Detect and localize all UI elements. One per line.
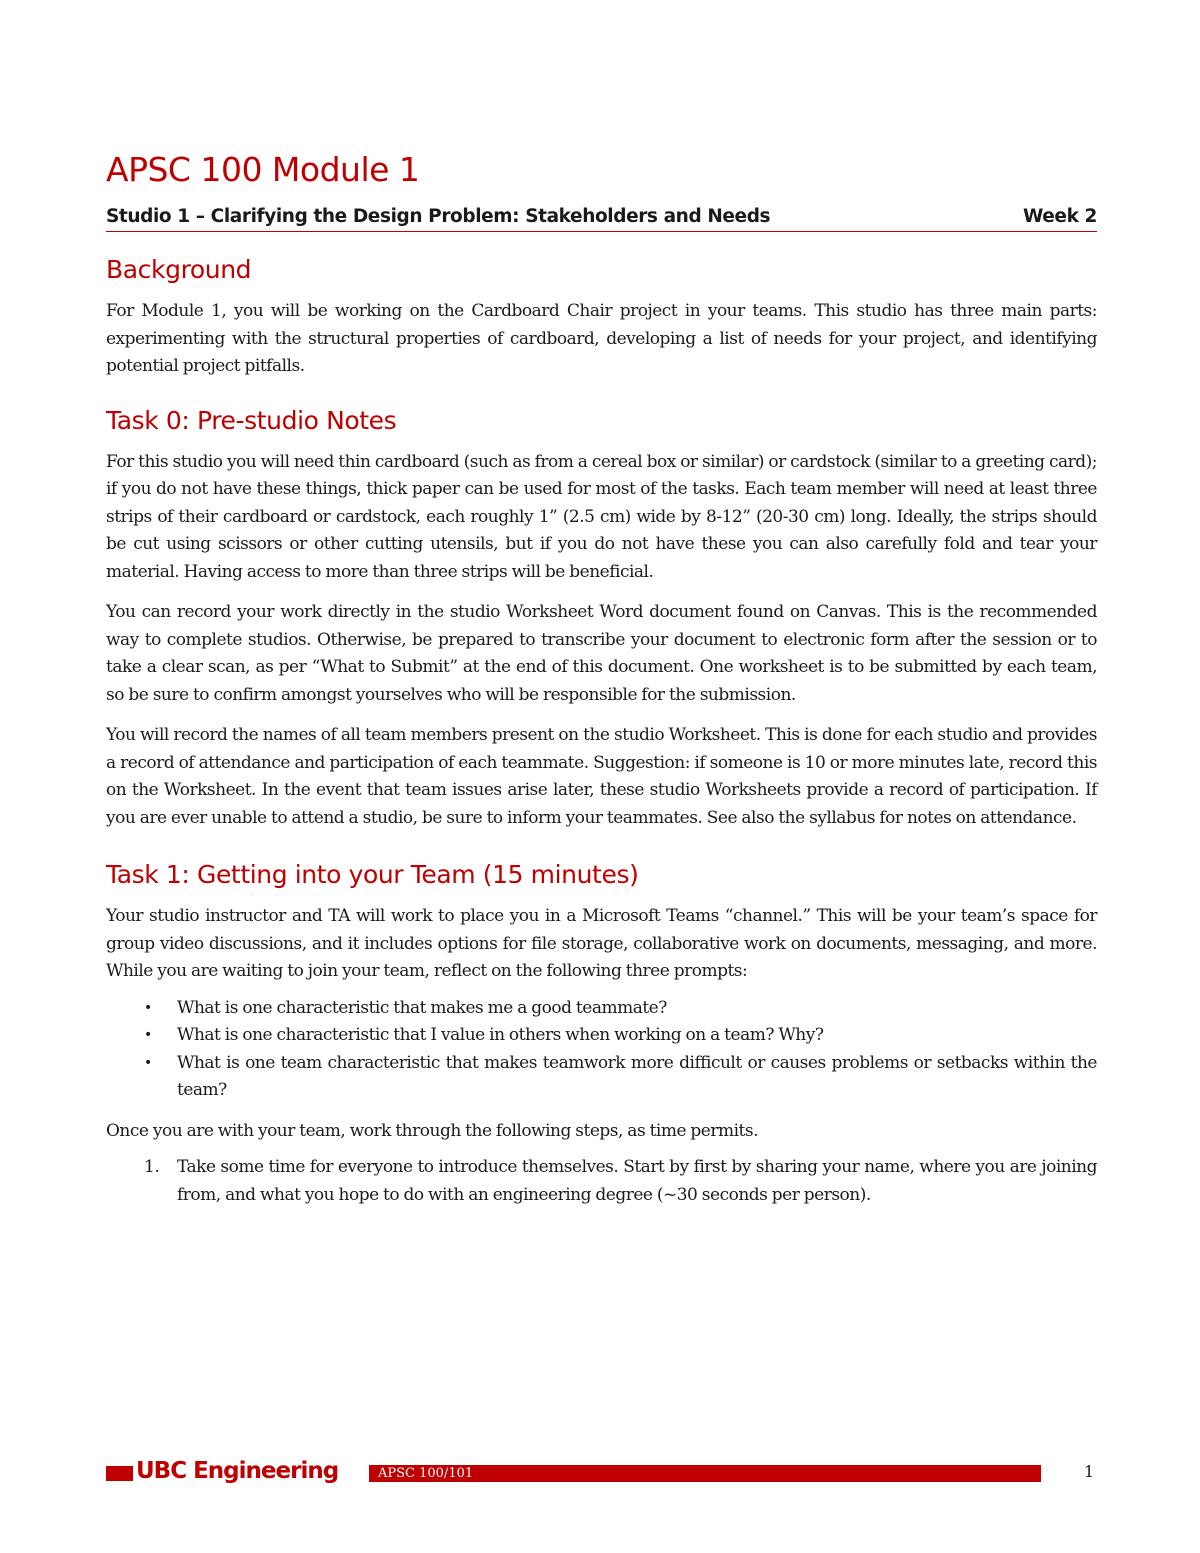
list-item [106, 1022, 1097, 1050]
list-item [106, 1050, 1097, 1105]
list-item-text: What is one characteristic that makes me a good teammate? [177, 997, 667, 1018]
page-number: 1 [1084, 1462, 1095, 1481]
bullet-icon: • [144, 1054, 152, 1071]
task0-paragraph-3: You will record the names of all team members present on the studio Worksheet. This is done for each studio and provides a record of attendance and participation of each teammate. Suggestion: if someone is 10 or more minutes late, record this on the Worksheet. In the event that team issues arise later, these studio Worksheets provide a record of participation. If you are ever unable to attend a studio, be sure to inform your teammates. See also the syllabus for notes on attendance. [106, 725, 1097, 828]
bullet-icon: • [144, 1027, 152, 1043]
list-item-text: What is one team characteristic that makes teamwork more difficult or causes problems or setbacks within the team? [177, 1052, 1097, 1100]
task1-intro: Your studio instructor and TA will work to place you in a Microsoft Teams “channel.” This will be your team’s space for group video discussions, and it includes options for file storage, collaborative work on documents, messaging, and more. While you are waiting to join your team, reflect on the following three prompts: [106, 906, 1097, 981]
step-text: Take some time for everyone to introduce themselves. Start by first by sharing your name, where you are joining from, and what you hope to do with an engineering degree (~30 seconds per person). [177, 1157, 1097, 1205]
reflection-prompts-list [106, 995, 1097, 1105]
task0-paragraph-2: You can record your work directly in the studio Worksheet Word document found on Canvas. This is the recommended way to complete studios. Otherwise, be prepared to transcribe your document to electronic form after the session or to take a clear scan, as per “What to Submit” at the end of this document. One worksheet is to be submitted by each team, so be sure to confirm amongst yourselves who will be responsible for the submission. [106, 602, 1097, 705]
document-subheader [106, 206, 1097, 232]
task1-heading: Task 1: Getting into your Team (15 minutes) [106, 860, 639, 889]
step-number: 1. [144, 1157, 160, 1177]
week-label: Week 2 [1022, 206, 1097, 227]
footer-course-label: APSC 100/101 [378, 1466, 474, 1481]
footer-accent-block [106, 1466, 133, 1481]
list-item [106, 995, 1097, 1023]
task0-heading: Task 0: Pre-studio Notes [106, 405, 397, 435]
background-heading: Background [106, 255, 252, 284]
task1-after-bullets: Once you are with your team, work through the following steps, as time permits. [106, 1120, 759, 1141]
page-footer [106, 1458, 1097, 1484]
document-title: APSC 100 Module 1 [106, 150, 420, 189]
page-content [106, 150, 1097, 1209]
bullet-icon: • [144, 999, 152, 1016]
studio-subtitle: Studio 1 – Clarifying the Design Problem: Stakeholders and Needs [106, 206, 771, 227]
list-item [106, 1154, 1097, 1209]
task0-paragraph-1: For this studio you will need thin cardboard (such as from a cereal box or similar) or cardstock (similar to a greeting card); if you do not have these things, thick paper can be used for most of the tasks. Each team member will need at least three strips of their cardboard or cardstock, each roughly 1” (2.5 cm) wide by 8-12” (20-30 cm) long. Ideally, the strips should be cut using scissors or other cutting utensils, but if you do not have these you can also carefully fold and tear your material. Having access to more than three strips will be beneficial. [106, 451, 1097, 582]
background-paragraph: For Module 1, you will be working on the Cardboard Chair project in your teams. This studio has three main parts: experimenting with the structural properties of cardboard, developing a list of needs for your project, and identifying potential project pitfalls. [106, 301, 1097, 376]
list-item-text: What is one characteristic that I value in others when working on a team? Why? [177, 1025, 824, 1045]
ubc-engineering-logo: UBC Engineering [136, 1458, 339, 1484]
team-steps-list [106, 1154, 1097, 1209]
